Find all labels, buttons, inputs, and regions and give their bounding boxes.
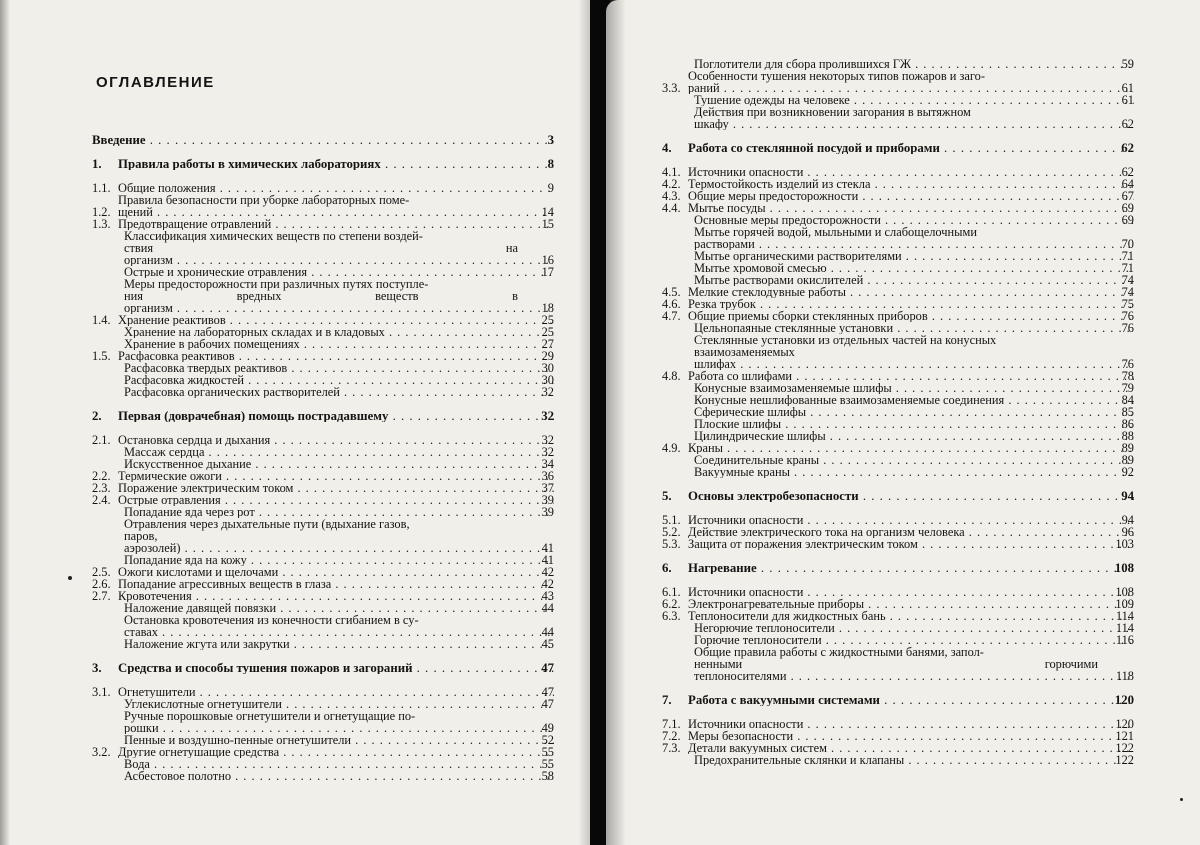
toc-entry — [662, 538, 1134, 550]
toc-entry-number: 4.6. — [662, 297, 681, 311]
toc-entry-number: 5.2. — [662, 525, 681, 539]
toc-entry — [92, 506, 554, 518]
toc-entry-title: Особенности тушения некоторых типов пожаров и заго- раний . . . — [688, 70, 1134, 94]
toc-entry-number: 7.3. — [662, 741, 681, 755]
toc-entry-title: Вакуумные краны . . . — [692, 466, 1134, 478]
toc-page-number: 94 — [1121, 489, 1134, 503]
toc-entry — [662, 190, 1134, 202]
toc-entry-title: Основные меры предосторожности . . . — [692, 214, 1134, 226]
toc-entry — [92, 494, 554, 506]
toc-entry — [92, 482, 554, 494]
print-speck — [1180, 798, 1183, 801]
toc-entry-number: 2.7. — [92, 589, 111, 603]
toc-entry — [662, 430, 1134, 442]
toc-entry-number: 5. — [662, 489, 672, 503]
toc-entry-title: Цилиндрические шлифы . . . — [692, 430, 1134, 442]
toc-page-number: 59 — [1121, 57, 1134, 71]
toc-entry-number: 2.3. — [92, 481, 111, 495]
toc-entry-title: Предохранительные склянки и клапаны . . . — [692, 754, 1134, 766]
toc-page-number: 55 — [541, 757, 554, 771]
toc-entry-title: Краны . . . — [688, 442, 1134, 454]
toc-entry-title: Общие положения . . . — [118, 182, 554, 194]
toc-chapter — [662, 562, 1134, 574]
toc-entry — [662, 286, 1134, 298]
toc-page-number: 44 — [541, 601, 554, 615]
toc-entry-title: Термостойкость изделий из стекла . . . — [688, 178, 1134, 190]
toc-page-number: 47 — [541, 661, 554, 675]
toc-page-number: 45 — [541, 637, 554, 651]
toc-page-number: 85 — [1121, 405, 1134, 419]
toc-entry — [662, 406, 1134, 418]
toc-entry-title: Мытье посуды . . . — [688, 202, 1134, 214]
toc-entry-title: Вода . . . — [122, 758, 554, 770]
toc-entry — [92, 638, 554, 650]
toc-entry-title: Искусственное дыхание . . . — [122, 458, 554, 470]
toc-page-number: 76 — [1121, 321, 1134, 335]
toc-entry-title: Конусные нешлифованные взаимозаменяемые соединения . . . — [692, 394, 1134, 406]
toc-page-number: 114 — [1115, 609, 1134, 623]
toc-entry-title: Введение . . . — [92, 134, 554, 146]
toc-entry-number: 1.5. — [92, 349, 111, 363]
toc-chapter — [92, 410, 554, 422]
toc-page-number: 76 — [1121, 357, 1134, 371]
toc-page-number: 62 — [1121, 165, 1134, 179]
toc-entry-number: 1.4. — [92, 313, 111, 327]
toc-page-number: 52 — [541, 733, 554, 747]
toc-entry-title: Мытье органическими растворителями . . . — [692, 250, 1134, 262]
toc-entry-title: Расфасовка реактивов . . . — [118, 350, 554, 362]
gutter-shadow-right — [606, 0, 626, 845]
toc-page-number: 64 — [1121, 177, 1134, 191]
toc-entry — [662, 370, 1134, 382]
toc-page-number: 17 — [541, 265, 554, 279]
toc-entry-title: Наложение давящей повязки . . . — [122, 602, 554, 614]
toc-entry — [662, 214, 1134, 226]
toc-entry-number: 3.1. — [92, 685, 111, 699]
toc-entry-number: 1.1. — [92, 181, 111, 195]
toc-entry-title: Защита от поражения электрическим током . . . — [688, 538, 1134, 550]
toc-entry — [92, 686, 554, 698]
toc-entry — [662, 58, 1134, 70]
toc-entry-title: Мытье хромовой смесью . . . — [692, 262, 1134, 274]
toc-entry-number: 2. — [92, 409, 102, 423]
toc-entry-number: 7.2. — [662, 729, 681, 743]
toc-entry-title: Меры предосторожности при различных путях поступле- ния вредных веществ в организм . . . — [122, 278, 554, 314]
toc-entry-title: Резка трубок . . . — [688, 298, 1134, 310]
toc-entry — [662, 166, 1134, 178]
toc-entry-title: Хранение в рабочих помещениях . . . — [122, 338, 554, 350]
toc-page-number: 75 — [1121, 297, 1134, 311]
toc-entry — [92, 338, 554, 350]
toc-entry — [662, 466, 1134, 478]
toc-entry-number: 5.3. — [662, 537, 681, 551]
toc-page-number: 70 — [1121, 237, 1134, 251]
toc-page-number: 71 — [1121, 249, 1134, 263]
toc-page-number: 55 — [541, 745, 554, 759]
toc-entry — [92, 350, 554, 362]
toc-entry-number: 2.4. — [92, 493, 111, 507]
toc-entry — [662, 322, 1134, 334]
left-page — [0, 0, 596, 845]
toc-page-number: 44 — [541, 625, 554, 639]
toc-entry-number: 4.1. — [662, 165, 681, 179]
toc-entry-number: 1.2. — [92, 205, 111, 219]
toc-entry-title: Хранение реактивов . . . — [118, 314, 554, 326]
toc-page-number: 14 — [541, 205, 554, 219]
toc-page-number: 18 — [541, 301, 554, 315]
toc-entry — [662, 106, 1134, 130]
toc-chapter — [92, 134, 554, 146]
toc-page-number: 47 — [541, 685, 554, 699]
toc-page-number: 122 — [1115, 741, 1134, 755]
toc-entry-title: Другие огнетушащие средства . . . — [118, 746, 554, 758]
toc-entry-title: Меры безопасности . . . — [688, 730, 1134, 742]
toc-entry-title: Остановка сердца и дыхания . . . — [118, 434, 554, 446]
toc-page-number: 109 — [1115, 597, 1134, 611]
toc-chapter — [662, 490, 1134, 502]
toc-entry-title: Негорючие теплоносители . . . — [692, 622, 1134, 634]
toc-page-number: 74 — [1121, 273, 1134, 287]
toc-entry-title: Общие правила работы с жидкостными банями, запол- ненными горючими теплоносителями . . . — [692, 646, 1134, 682]
toc-entry — [92, 314, 554, 326]
toc-page-number: 61 — [1121, 81, 1134, 95]
toc-entry-title: Тушение одежды на человеке . . . — [692, 94, 1134, 106]
toc-page-number: 120 — [1115, 717, 1134, 731]
toc-entry — [662, 178, 1134, 190]
toc-page-number: 42 — [541, 577, 554, 591]
right-page — [606, 0, 1200, 845]
toc-entry — [662, 742, 1134, 754]
toc-page-number: 58 — [541, 769, 554, 783]
toc-page-number: 32 — [541, 433, 554, 447]
toc-entry-title: Поглотители для сбора пролившихся ГЖ . . . — [692, 58, 1134, 70]
toc-entry — [92, 734, 554, 746]
toc-entry-title: Попадание яда на кожу . . . — [122, 554, 554, 566]
toc-entry-title: Основы электробезопасности . . . — [688, 490, 1134, 502]
toc-entry — [662, 418, 1134, 430]
toc-page-number: 49 — [541, 721, 554, 735]
toc-page-number: 32 — [541, 445, 554, 459]
toc-page-number: 34 — [541, 457, 554, 471]
toc-entry — [92, 374, 554, 386]
toc-page-number: 78 — [1121, 369, 1134, 383]
toc-entry — [662, 646, 1134, 682]
toc-entry-title: Хранение на лабораторных складах и в кладовых . . . — [122, 326, 554, 338]
toc-entry-title: Средства и способы тушения пожаров и загораний . . . — [118, 662, 554, 674]
toc-entry-title: Стеклянные установки из отдельных частей на конусных взаимозаменяемых шлифах . . . — [692, 334, 1134, 370]
toc-entry — [662, 262, 1134, 274]
toc-entry — [662, 250, 1134, 262]
toc-entry-number: 6.3. — [662, 609, 681, 623]
toc-page-number: 30 — [541, 373, 554, 387]
toc-entry-title: Расфасовка твердых реактивов . . . — [122, 362, 554, 374]
toc-list-left — [92, 134, 554, 782]
toc-entry — [662, 598, 1134, 610]
toc-page-number: 8 — [547, 157, 554, 171]
toc-page-number: 30 — [541, 361, 554, 375]
toc-page-number: 15 — [541, 217, 554, 231]
toc-entry-number: 4.7. — [662, 309, 681, 323]
toc-entry — [662, 634, 1134, 646]
toc-page-number: 25 — [541, 325, 554, 339]
toc-page-number: 36 — [541, 469, 554, 483]
toc-entry-title: Предотвращение отравлений . . . — [118, 218, 554, 230]
toc-entry-title: Огнетушители . . . — [118, 686, 554, 698]
toc-page-number: 39 — [541, 505, 554, 519]
toc-page-number: 118 — [1115, 669, 1134, 683]
toc-page-number: 79 — [1121, 381, 1134, 395]
toc-entry — [92, 218, 554, 230]
toc-entry-title: Кровотечения . . . — [118, 590, 554, 602]
toc-page-number: 37 — [541, 481, 554, 495]
toc-page-number: 108 — [1114, 561, 1134, 575]
toc-entry — [662, 622, 1134, 634]
print-speck — [68, 576, 72, 580]
toc-entry-number: 4.5. — [662, 285, 681, 299]
toc-entry-title: Общие меры предосторожности . . . — [688, 190, 1134, 202]
toc-entry-title: Общие приемы сборки стеклянных приборов . . . — [688, 310, 1134, 322]
toc-page-number: 43 — [541, 589, 554, 603]
toc-entry — [92, 446, 554, 458]
toc-entry — [662, 70, 1134, 94]
toc-page-number: 84 — [1121, 393, 1134, 407]
toc-entry — [662, 202, 1134, 214]
toc-page-number: 121 — [1115, 729, 1134, 743]
toc-page-number: 29 — [541, 349, 554, 363]
toc-chapter — [662, 694, 1134, 706]
toc-entry-number: 3.3. — [662, 81, 681, 95]
toc-entry — [662, 610, 1134, 622]
toc-entry — [92, 602, 554, 614]
toc-entry-title: Источники опасности . . . — [688, 166, 1134, 178]
toc-entry — [92, 182, 554, 194]
toc-entry-title: Наложение жгута или закрутки . . . — [122, 638, 554, 650]
toc-entry-title: Поражение электрическим током . . . — [118, 482, 554, 494]
toc-entry — [92, 710, 554, 734]
toc-entry — [92, 230, 554, 266]
toc-entry — [92, 434, 554, 446]
toc-entry — [662, 586, 1134, 598]
toc-chapter — [92, 662, 554, 674]
toc-entry-title: Острые отравления . . . — [118, 494, 554, 506]
toc-page-number: 9 — [547, 181, 554, 195]
toc-entry — [662, 454, 1134, 466]
toc-entry-number: 4.3. — [662, 189, 681, 203]
toc-page-number: 27 — [541, 337, 554, 351]
toc-entry-title: Теплоносители для жидкостных бань . . . — [688, 610, 1134, 622]
toc-entry — [92, 614, 554, 638]
toc-page-number: 74 — [1121, 285, 1134, 299]
toc-page-number: 103 — [1115, 537, 1134, 551]
toc-entry — [662, 94, 1134, 106]
toc-entry — [92, 758, 554, 770]
toc-heading: ОГЛАВЛЕНИЕ — [96, 74, 215, 91]
toc-entry-title: Работа с вакуумными системами . . . — [688, 694, 1134, 706]
toc-entry-title: Плоские шлифы . . . — [692, 418, 1134, 430]
toc-page-number: 114 — [1115, 621, 1134, 635]
toc-entry — [662, 334, 1134, 370]
toc-entry-number: 1.3. — [92, 217, 111, 231]
toc-entry-title: Мелкие стеклодувные работы . . . — [688, 286, 1134, 298]
toc-chapter — [662, 142, 1134, 154]
toc-entry-title: Мытье горячей водой, мыльными и слабощелочными растворами . . . — [692, 226, 1134, 250]
toc-page-number: 108 — [1115, 585, 1134, 599]
toc-page-number: 69 — [1121, 201, 1134, 215]
toc-entry-title: Попадание агрессивных веществ в глаза . . . — [118, 578, 554, 590]
toc-entry-title: Сферические шлифы . . . — [692, 406, 1134, 418]
toc-entry — [92, 458, 554, 470]
toc-entry-title: Расфасовка органических растворителей . . . — [122, 386, 554, 398]
toc-entry — [92, 470, 554, 482]
toc-entry-title: Углекислотные огнетушители . . . — [122, 698, 554, 710]
toc-page-number: 62 — [1121, 117, 1134, 131]
toc-entry-title: Действия при возникновении загорания в вытяжном шкафу . . . — [692, 106, 1134, 130]
toc-entry-title: Классификация химических веществ по степени воздей- ствия на организм . . . — [122, 230, 554, 266]
toc-entry — [662, 754, 1134, 766]
toc-page-number: 71 — [1121, 261, 1134, 275]
toc-page-number: 3 — [547, 133, 554, 147]
toc-entry-number: 1. — [92, 157, 102, 171]
toc-entry-title: Правила работы в химических лабораториях . . . — [118, 158, 554, 170]
toc-entry-title: Детали вакуумных систем . . . — [688, 742, 1134, 754]
page-edge-shadow — [0, 0, 10, 845]
toc-entry-title: Источники опасности . . . — [688, 514, 1134, 526]
toc-entry — [92, 578, 554, 590]
toc-page-number: 62 — [1121, 141, 1134, 155]
toc-page-number: 116 — [1115, 633, 1134, 647]
toc-entry-title: Соединительные краны . . . — [692, 454, 1134, 466]
toc-page-number: 89 — [1121, 441, 1134, 455]
toc-page-number: 25 — [541, 313, 554, 327]
toc-entry-title: Правила безопасности при уборке лабораторных поме- щений . . . — [118, 194, 554, 218]
toc-page-number: 89 — [1121, 453, 1134, 467]
toc-page-number: 120 — [1114, 693, 1134, 707]
toc-entry-number: 7. — [662, 693, 672, 707]
toc-entry-number: 2.1. — [92, 433, 111, 447]
toc-page-number: 32 — [541, 409, 554, 423]
toc-page-number: 16 — [541, 253, 554, 267]
toc-entry — [92, 566, 554, 578]
toc-entry — [92, 770, 554, 782]
toc-page-number: 39 — [541, 493, 554, 507]
toc-entry — [92, 746, 554, 758]
toc-entry-title: Работа со шлифами . . . — [688, 370, 1134, 382]
toc-entry-number: 2.2. — [92, 469, 111, 483]
toc-entry — [662, 442, 1134, 454]
toc-page-number: 76 — [1121, 309, 1134, 323]
toc-entry-title: Первая (доврачебная) помощь пострадавшему . . . — [118, 410, 554, 422]
toc-entry-title: Электронагревательные приборы . . . — [688, 598, 1134, 610]
toc-page-number: 94 — [1121, 513, 1134, 527]
toc-entry-title: Расфасовка жидкостей . . . — [122, 374, 554, 386]
toc-page-number: 86 — [1121, 417, 1134, 431]
toc-entry-number: 6.2. — [662, 597, 681, 611]
toc-entry — [662, 718, 1134, 730]
toc-entry — [662, 514, 1134, 526]
toc-entry-title: Конусные взаимозаменяемые шлифы . . . — [692, 382, 1134, 394]
toc-entry — [662, 382, 1134, 394]
toc-entry-number: 7.1. — [662, 717, 681, 731]
toc-entry-title: Термические ожоги . . . — [118, 470, 554, 482]
toc-entry-number: 4.2. — [662, 177, 681, 191]
toc-entry — [92, 266, 554, 278]
toc-entry-title: Мытье растворами окислителей . . . — [692, 274, 1134, 286]
toc-entry-title: Действие электрического тока на организм человека . . . — [688, 526, 1134, 538]
toc-page-number: 41 — [541, 541, 554, 555]
toc-entry-title: Массаж сердца . . . — [122, 446, 554, 458]
toc-page-number: 92 — [1121, 465, 1134, 479]
toc-entry — [662, 730, 1134, 742]
toc-page-number: 122 — [1115, 753, 1134, 767]
toc-entry-title: Асбестовое полотно . . . — [122, 770, 554, 782]
toc-entry — [92, 362, 554, 374]
toc-page-number: 88 — [1121, 429, 1134, 443]
toc-entry — [92, 590, 554, 602]
toc-entry-title: Горючие теплоносители . . . — [692, 634, 1134, 646]
toc-entry-title: Работа со стеклянной посудой и приборами . . . — [688, 142, 1134, 154]
toc-entry-number: 4. — [662, 141, 672, 155]
toc-entry — [92, 386, 554, 398]
toc-entry — [92, 554, 554, 566]
toc-entry — [662, 310, 1134, 322]
toc-page-number: 32 — [541, 385, 554, 399]
toc-page-number: 96 — [1121, 525, 1134, 539]
toc-entry — [662, 298, 1134, 310]
toc-page-number: 69 — [1121, 213, 1134, 227]
toc-entry — [92, 518, 554, 554]
toc-entry-number: 4.9. — [662, 441, 681, 455]
toc-page-number: 42 — [541, 565, 554, 579]
toc-entry-number: 3. — [92, 661, 102, 675]
toc-entry-title: Отравления через дыхательные пути (вдыхание газов, паров, аэрозолей) . . . — [122, 518, 554, 554]
toc-entry — [92, 698, 554, 710]
toc-entry-title: Ожоги кислотами и щелочами . . . — [118, 566, 554, 578]
toc-entry-number: 5.1. — [662, 513, 681, 527]
toc-entry-title: Попадание яда через рот . . . — [122, 506, 554, 518]
toc-entry — [662, 394, 1134, 406]
toc-entry — [662, 226, 1134, 250]
toc-page-number: 61 — [1121, 93, 1134, 107]
toc-entry — [92, 194, 554, 218]
toc-entry-title: Ручные порошковые огнетушители и огнетущащие по- рошки . . . — [122, 710, 554, 734]
toc-entry-number: 4.4. — [662, 201, 681, 215]
toc-entry-title: Источники опасности . . . — [688, 586, 1134, 598]
toc-chapter — [92, 158, 554, 170]
toc-entry-title: Источники опасности . . . — [688, 718, 1134, 730]
toc-page-number: 47 — [541, 697, 554, 711]
toc-entry — [92, 326, 554, 338]
toc-entry-title: Нагревание . . . — [688, 562, 1134, 574]
toc-entry — [662, 274, 1134, 286]
toc-page-number: 67 — [1121, 189, 1134, 203]
toc-entry-title: Острые и хронические отравления . . . — [122, 266, 554, 278]
toc-page-number: 41 — [541, 553, 554, 567]
toc-entry-number: 4.8. — [662, 369, 681, 383]
toc-list-right — [662, 58, 1134, 766]
toc-entry-number: 6.1. — [662, 585, 681, 599]
toc-entry-number: 6. — [662, 561, 672, 575]
toc-entry — [662, 526, 1134, 538]
toc-entry-title: Пенные и воздушно-пенные огнетушители . . . — [122, 734, 554, 746]
toc-entry-number: 3.2. — [92, 745, 111, 759]
toc-entry — [92, 278, 554, 314]
toc-entry-title: Остановка кровотечения из конечности сгибанием в су- ставах . . . — [122, 614, 554, 638]
toc-entry-title: Цельнопаяные стеклянные установки . . . — [692, 322, 1134, 334]
toc-entry-number: 2.6. — [92, 577, 111, 591]
toc-entry-number: 2.5. — [92, 565, 111, 579]
